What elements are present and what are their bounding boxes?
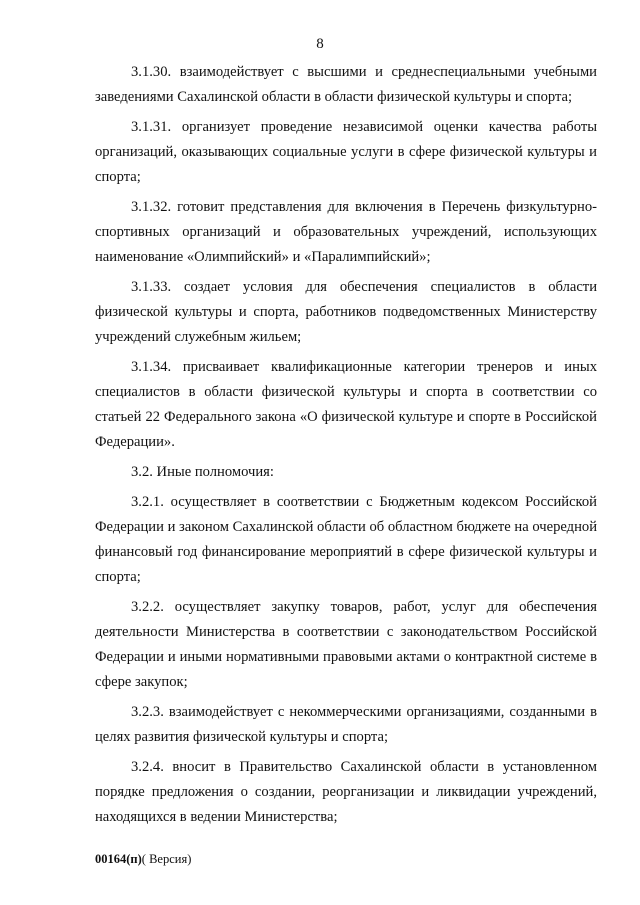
- footer-version: ( Версия): [141, 852, 192, 866]
- paragraph-3-2-2: 3.2.2. осуществляет закупку товаров, работ, услуг для обеспечения деятельности Министерства в соответствии с законодательством Российской Федерации и иными нормативными правовыми актами о контрактной системе в сфере закупок;: [95, 599, 597, 690]
- paragraph-3-2-3: 3.2.3. взаимодействует с некоммерческими организациями, созданными в целях развития физической культуры и спорта;: [95, 704, 597, 745]
- page-number: 8: [316, 36, 324, 52]
- paragraph-3-1-34: 3.1.34. присваивает квалификационные категории тренеров и иных специалистов в области физической культуры и спорта в соответствии со статьей 22 Федерального закона «О физической культуре и спорте в Российской Федерации».: [95, 359, 597, 450]
- paragraph-3-1-31: 3.1.31. организует проведение независимой оценки качества работы организаций, оказывающих социальные услуги в сфере физической культуры и спорта;: [95, 119, 597, 185]
- paragraph-3-1-30: 3.1.30. взаимодействует с высшими и среднеспециальными учебными заведениями Сахалинской области в области физической культуры и спорта;: [95, 64, 597, 105]
- document-footer: [95, 851, 191, 867]
- paragraph-3-1-32: 3.1.32. готовит представления для включения в Перечень физкультурно-спортивных организаций и образовательных учреждений, использующих наименование «Олимпийский» и «Паралимпийский»;: [95, 199, 597, 265]
- paragraph-3-2-4: 3.2.4. вносит в Правительство Сахалинской области в установленном порядке предложения о создании, реорганизации и ликвидации учреждений, находящихся в ведении Министерства;: [95, 759, 597, 825]
- paragraph-3-2-1: 3.2.1. осуществляет в соответствии с Бюджетным кодексом Российской Федерации и законом Сахалинской области об областном бюджете на очередной финансовый год финансирование мероприятий в сфере физической культуры и спорта;: [95, 494, 598, 585]
- paragraph-3-1-33: 3.1.33. создает условия для обеспечения специалистов в области физической культуры и спорта, работников подведомственных Министерству учреждений служебным жильем;: [95, 279, 597, 345]
- document-body: [95, 60, 597, 835]
- paragraph-3-2: 3.2. Иные полномочия:: [131, 464, 274, 480]
- footer-code: 00164(п): [95, 852, 142, 866]
